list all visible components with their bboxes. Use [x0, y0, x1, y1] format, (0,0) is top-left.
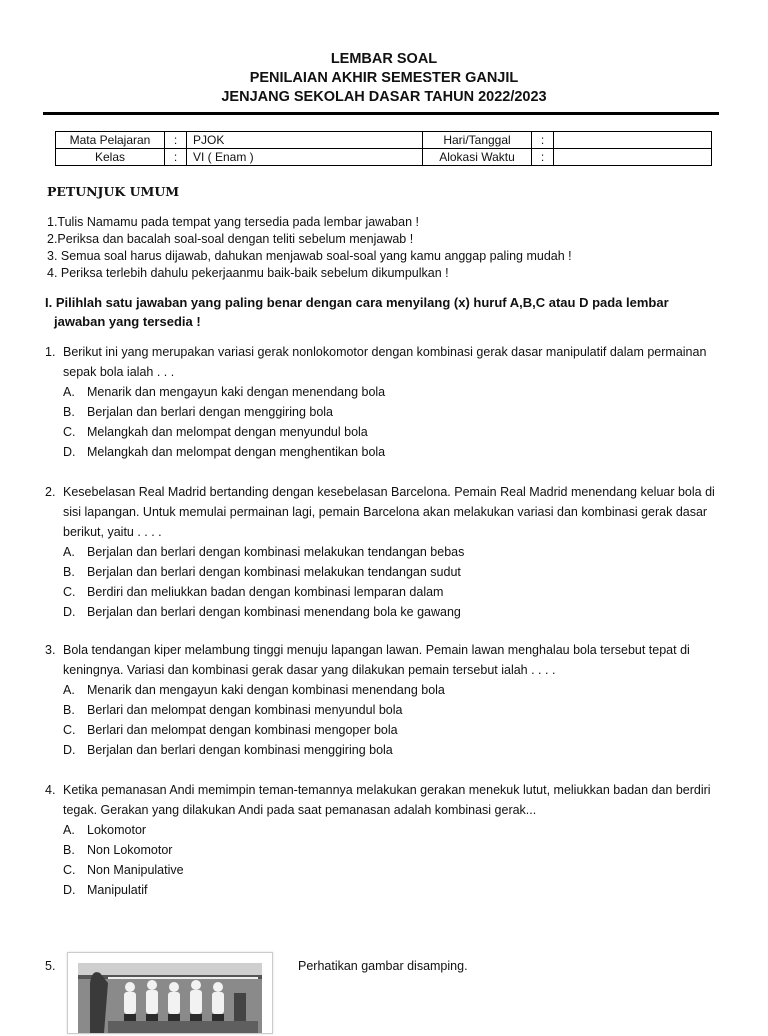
- option-text: Lokomotor: [87, 823, 147, 837]
- colon: :: [532, 132, 554, 149]
- instruction-line-1: I. Pilihlah satu jawaban yang paling benar dengan cara menyilang (x) huruf A,B,C atau D pada lembar: [45, 295, 669, 310]
- option-text: Non Lokomotor: [87, 843, 173, 857]
- option-text: Melangkah dan melompat dengan menyundul bola: [87, 425, 368, 439]
- time-label: Alokasi Waktu: [423, 149, 532, 166]
- option-letter: A.: [63, 823, 75, 837]
- header-line-3: JENJANG SEKOLAH DASAR TAHUN 2022/2023: [221, 89, 547, 105]
- day-label: Hari/Tanggal: [423, 132, 532, 149]
- option-letter: C.: [63, 425, 76, 439]
- option-letter: D.: [63, 445, 76, 459]
- question-3: [45, 640, 725, 760]
- question-4: [45, 780, 725, 900]
- colon: :: [532, 149, 554, 166]
- option-letter: A.: [63, 683, 75, 697]
- option-letter: C.: [63, 863, 76, 877]
- general-instructions-title: PETUNJUK UMUM: [47, 184, 180, 199]
- option-c[interactable]: [63, 422, 725, 442]
- question-text: Kesebelasan Real Madrid bertanding dengan kesebelasan Barcelona. Pemain Real Madrid menendang keluar bola di sisi lapangan. Untuk memulai permainan lagi, pemain Barcelona akan melakukan variasi dan kombinasi gerak dasar berikut, yaitu . . . .: [63, 485, 715, 539]
- subject-value: PJOK: [187, 132, 423, 149]
- option-letter: D.: [63, 883, 76, 897]
- option-c[interactable]: [63, 860, 725, 880]
- question-text: Berikut ini yang merupakan variasi gerak nonlokomotor dengan kombinasi gerak dasar manipulatif dalam permainan sepak bola ialah . . .: [63, 345, 707, 379]
- document-header: [0, 50, 768, 107]
- option-text: Berlari dan melompat dengan kombinasi menyundul bola: [87, 703, 403, 717]
- option-a[interactable]: [63, 382, 725, 402]
- option-text: Berjalan dan berlari dengan kombinasi menendang bola ke gawang: [87, 605, 461, 619]
- option-b[interactable]: [63, 840, 725, 860]
- option-a[interactable]: [63, 820, 725, 840]
- option-c[interactable]: [63, 582, 725, 602]
- general-rules: [47, 214, 747, 282]
- question-number: 1.: [45, 345, 56, 359]
- option-text: Berdiri dan meliukkan badan dengan kombinasi lemparan dalam: [87, 585, 444, 599]
- header-line-1: LEMBAR SOAL: [330, 51, 438, 67]
- option-letter: C.: [63, 585, 76, 599]
- option-letter: A.: [63, 385, 75, 399]
- option-text: Berjalan dan berlari dengan kombinasi melakukan tendangan sudut: [87, 565, 461, 579]
- option-d[interactable]: [63, 602, 725, 622]
- football-team-photo-icon: [68, 953, 272, 1033]
- option-text: Berjalan dan berlari dengan menggiring bola: [87, 405, 334, 419]
- option-a[interactable]: [63, 542, 725, 562]
- option-text: Menarik dan mengayun kaki dengan menendang bola: [87, 385, 386, 399]
- instruction-line-2: jawaban yang tersedia !: [54, 314, 201, 329]
- option-text: Berlari dan melompat dengan kombinasi mengoper bola: [87, 723, 398, 737]
- option-letter: D.: [63, 743, 76, 757]
- question-2: [45, 482, 725, 622]
- question-text: Ketika pemanasan Andi memimpin teman-temannya melakukan gerakan menekuk lutut, meliukkan badan dan berdiri tegak. Gerakan yang dilakukan Andi pada saat pemanasan adalah kombinasi gerak...: [63, 783, 711, 817]
- time-value[interactable]: [554, 149, 712, 166]
- option-a[interactable]: [63, 680, 725, 700]
- option-d[interactable]: [63, 880, 725, 900]
- option-d[interactable]: [63, 740, 725, 760]
- question-number: 2.: [45, 485, 56, 499]
- option-letter: B.: [63, 405, 75, 419]
- question-number: 3.: [45, 643, 56, 657]
- option-letter: C.: [63, 723, 76, 737]
- option-text: Manipulatif: [87, 883, 148, 897]
- option-letter: A.: [63, 545, 75, 559]
- day-value[interactable]: [554, 132, 712, 149]
- option-letter: B.: [63, 843, 75, 857]
- class-value: VI ( Enam ): [187, 149, 423, 166]
- option-b[interactable]: [63, 402, 725, 422]
- header-divider: [43, 112, 719, 115]
- rule-item: 2.Periksa dan bacalah soal-soal dengan teliti sebelum menjawab !: [47, 232, 414, 246]
- info-table: [55, 131, 712, 166]
- option-letter: B.: [63, 565, 75, 579]
- option-letter: D.: [63, 605, 76, 619]
- question-text: Bola tendangan kiper melambung tinggi menuju lapangan lawan. Pemain lawan menghalau bola tersebut tepat di keningnya. Variasi dan kombinasi gerak dasar yang dilakukan pemain tersebut ialah . . . .: [63, 643, 690, 677]
- question-1: [45, 342, 725, 462]
- header-line-2: PENILAIAN AKHIR SEMESTER GANJIL: [249, 70, 519, 86]
- option-text: Berjalan dan berlari dengan kombinasi menggiring bola: [87, 743, 393, 757]
- option-c[interactable]: [63, 720, 725, 740]
- option-text: Melangkah dan melompat dengan menghentikan bola: [87, 445, 386, 459]
- question-number: 5.: [45, 959, 56, 973]
- question-photo: [67, 952, 273, 1034]
- rule-item: 3. Semua soal harus dijawab, dahukan menjawab soal-soal yang kamu anggap paling mudah !: [47, 249, 572, 263]
- question-number: 4.: [45, 783, 56, 797]
- option-d[interactable]: [63, 442, 725, 462]
- class-label: Kelas: [56, 149, 165, 166]
- option-text: Berjalan dan berlari dengan kombinasi melakukan tendangan bebas: [87, 545, 465, 559]
- colon: :: [165, 132, 187, 149]
- option-b[interactable]: [63, 700, 725, 720]
- question-5-caption: Perhatikan gambar disamping.: [298, 959, 468, 973]
- rule-item: 4. Periksa terlebih dahulu pekerjaanmu baik-baik sebelum dikumpulkan !: [47, 266, 449, 280]
- colon: :: [165, 149, 187, 166]
- section-instruction: [45, 293, 725, 331]
- rule-item: 1.Tulis Namamu pada tempat yang tersedia pada lembar jawaban !: [47, 215, 419, 229]
- option-text: Menarik dan mengayun kaki dengan kombinasi menendang bola: [87, 683, 445, 697]
- option-text: Non Manipulative: [87, 863, 184, 877]
- option-b[interactable]: [63, 562, 725, 582]
- option-letter: B.: [63, 703, 75, 717]
- subject-label: Mata Pelajaran: [56, 132, 165, 149]
